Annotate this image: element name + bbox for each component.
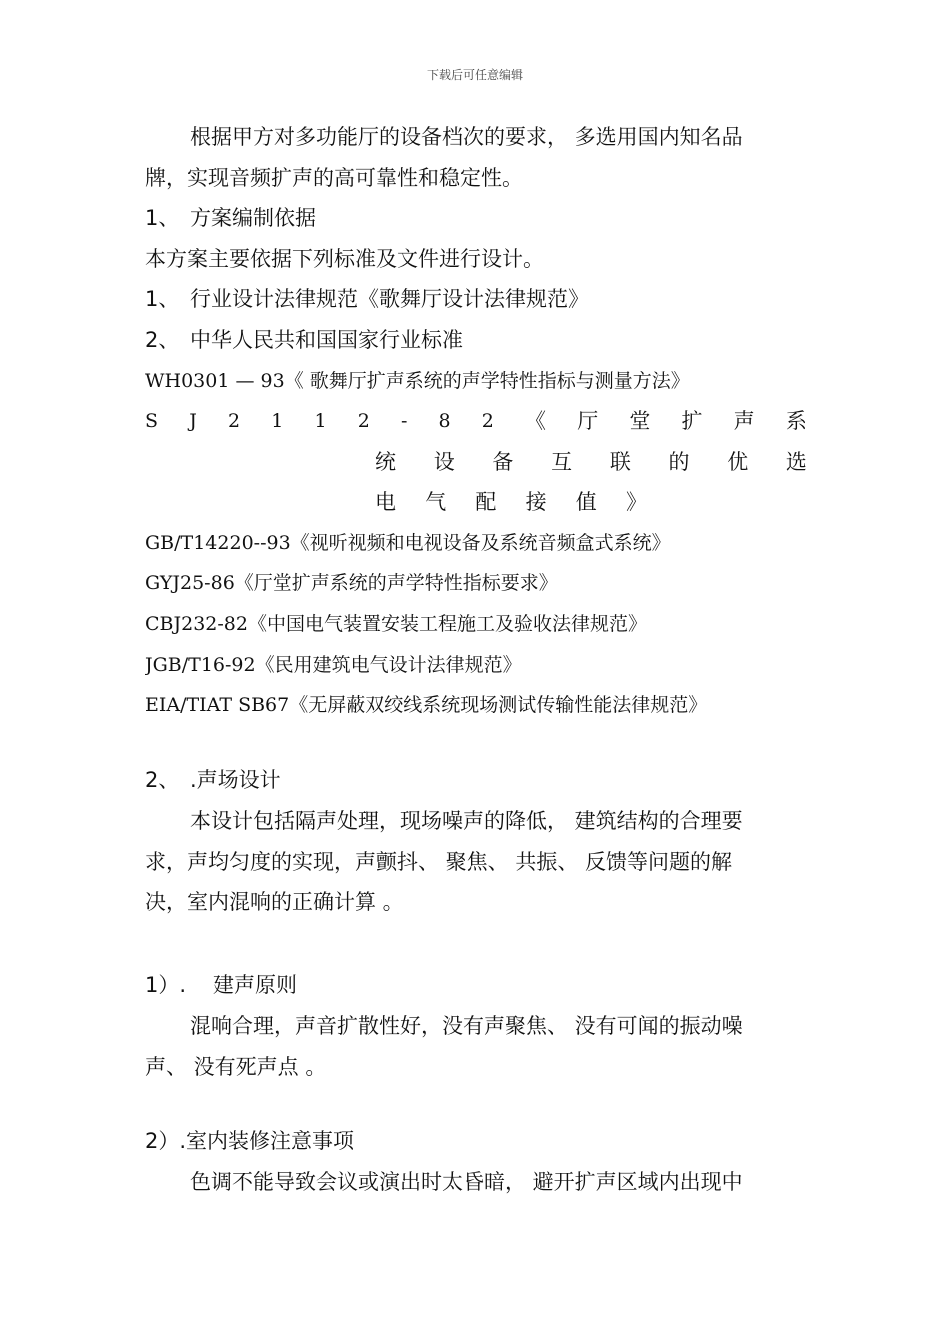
section-2-line-1: 本设计包括隔声处理，现场噪声的降低， 建筑结构的合理要 <box>190 809 743 833</box>
subsection-1-line-1: 混响合理，声音扩散性好，没有声聚焦、 没有可闻的振动噪 <box>190 1014 743 1038</box>
char: 选 <box>785 450 807 474</box>
intro-line-1: 根据甲方对多功能厅的设备档次的要求， 多选用国内知名品 <box>190 125 743 149</box>
char: 厅 <box>577 409 599 433</box>
char: 配 <box>475 490 497 514</box>
section-1-heading <box>145 203 807 233</box>
section-1-number: 1、 <box>145 206 180 230</box>
standard-sj-line-1 <box>145 406 807 436</box>
standard-gyj: GYJ25-86《厅堂扩声系统的声学特性指标要求》 <box>145 572 558 594</box>
char: 1 <box>314 410 327 432</box>
standard-gb: GB/T14220--93《视听视频和电视设备及系统音频盒式系统》 <box>145 532 671 554</box>
section-2-line-3: 决，室内混响的正确计算 。 <box>145 890 404 914</box>
page-header: 下载后可任意编辑 <box>426 68 523 82</box>
list-item <box>145 325 807 355</box>
char: 设 <box>433 450 455 474</box>
char: 》 <box>625 490 647 514</box>
section-1-intro: 本方案主要依据下列标准及文件进行设计。 <box>145 247 544 271</box>
subsection-1-heading <box>145 970 807 1000</box>
char: 联 <box>609 450 631 474</box>
subsection-1-number: 1）. <box>145 973 187 997</box>
section-2-heading <box>145 765 807 795</box>
section-2-line-2: 求，声均匀度的实现，声颤抖、 聚焦、 共振、 反馈等问题的解 <box>145 850 733 874</box>
standard-wh: WH0301 — 93《 歌舞厅扩声系统的声学特性指标与测量方法》 <box>145 370 690 392</box>
subsection-2-title: .室内装修注意事项 <box>179 1129 355 1153</box>
char: - <box>400 410 408 432</box>
section-2-number: 2、 <box>145 768 180 792</box>
char: 堂 <box>629 409 651 433</box>
char: 2 <box>227 410 241 432</box>
char: 接 <box>525 490 547 514</box>
list-item-number: 2、 <box>145 328 180 352</box>
list-item-number: 1、 <box>145 287 180 311</box>
char: 值 <box>575 490 597 514</box>
char: 8 <box>438 410 451 432</box>
standard-eia: EIA/TIAT SB67《无屏蔽双绞线系统现场测试传输性能法律规范》 <box>145 694 708 716</box>
standard-sj-line-3 <box>375 487 647 517</box>
char: 扩 <box>681 409 703 433</box>
char: 备 <box>492 450 514 474</box>
intro-line-2: 牌，实现音频扩声的高可靠性和稳定性。 <box>145 166 523 190</box>
subsection-1-title: 建声原则 <box>213 973 297 997</box>
char: 统 <box>375 450 396 474</box>
subsection-1-line-2: 声、 没有死声点 。 <box>145 1055 327 1079</box>
char: 的 <box>668 450 690 474</box>
standard-cbj: CBJ232-82《中国电气装置安装工程施工及验收法律规范》 <box>145 613 647 635</box>
standard-sj-line-2 <box>375 447 807 477</box>
char: 2 <box>357 410 370 432</box>
list-item-text: 中华人民共和国国家行业标准 <box>190 328 463 352</box>
char: 《 <box>525 409 547 433</box>
char: 1 <box>271 410 284 432</box>
char: 气 <box>425 490 447 514</box>
section-1-title: 方案编制依据 <box>190 206 316 230</box>
subsection-2-number: 2） <box>145 1129 180 1153</box>
char: 互 <box>551 450 573 474</box>
char: 2 <box>481 410 494 432</box>
char: J <box>189 410 197 432</box>
list-item <box>145 284 807 314</box>
list-item-text: 行业设计法律规范《歌舞厅设计法律规范》 <box>190 287 589 311</box>
char: 电 <box>375 490 396 514</box>
subsection-2-heading <box>145 1126 807 1156</box>
subsection-2-line-1: 色调不能导致会议或演出时太昏暗， 避开扩声区域内出现中 <box>190 1170 743 1194</box>
char: 声 <box>733 409 755 433</box>
standard-jgb: JGB/T16-92《民用建筑电气设计法律规范》 <box>145 654 522 676</box>
char: 优 <box>727 450 749 474</box>
char: S <box>145 410 159 432</box>
section-2-title: .声场设计 <box>190 768 281 792</box>
char: 系 <box>785 409 807 433</box>
